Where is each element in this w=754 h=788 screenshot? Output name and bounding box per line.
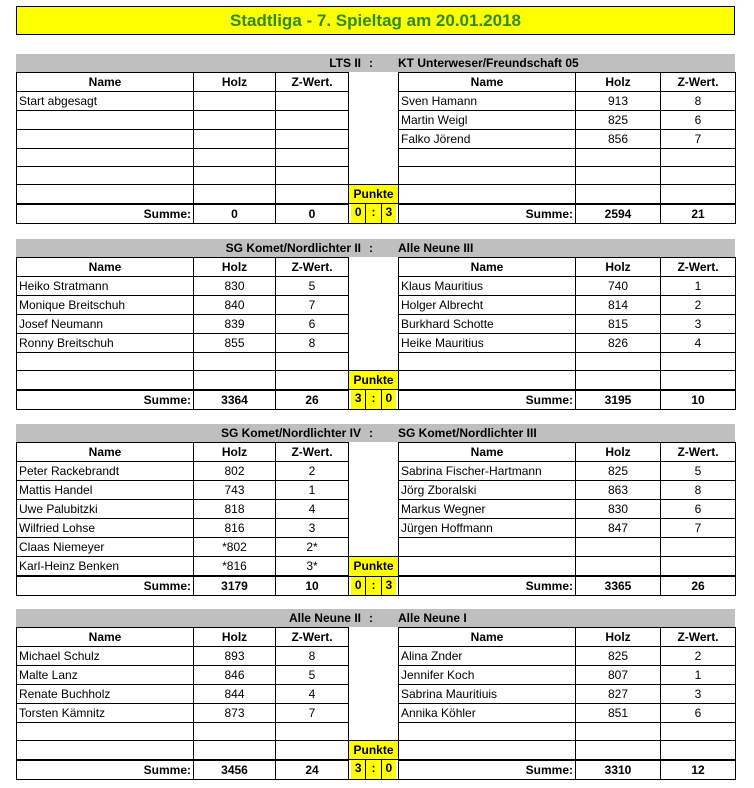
home-team-name: LTS II: [329, 56, 361, 70]
col-header-holz: Holz: [194, 73, 276, 92]
away-player-zwert: [661, 371, 736, 390]
away-player-name: Heike Mauritius: [399, 334, 576, 353]
col-header-zwert: Z-Wert.: [276, 443, 349, 462]
match-block: [16, 239, 735, 410]
middle-spacer: [349, 704, 399, 723]
col-header-holz: Holz: [576, 73, 661, 92]
away-player-name: Falko Jörend: [399, 130, 576, 149]
away-player-holz: 826: [576, 334, 661, 353]
away-sum-zwert: 10: [661, 390, 736, 410]
away-player-name: Sabrina Fischer-Hartmann: [399, 462, 576, 481]
score-away: 0: [385, 391, 393, 405]
away-team-name: KT Unterweser/Freundschaft 05: [398, 56, 579, 70]
table-row: [17, 130, 736, 149]
home-player-zwert: [276, 723, 349, 741]
away-sum-zwert: 12: [661, 760, 736, 780]
col-header-zwert: Z-Wert.: [661, 73, 736, 92]
away-sum-zwert: 21: [661, 204, 736, 224]
home-player-zwert: 4: [276, 685, 349, 704]
middle-spacer: [349, 353, 399, 371]
col-header-name: Name: [17, 628, 194, 647]
home-player-holz: [194, 353, 276, 371]
away-player-holz: 830: [576, 500, 661, 519]
col-header-name: Name: [17, 73, 194, 92]
home-player-name: [17, 167, 194, 185]
table-row: [17, 296, 736, 315]
away-player-name: Jörg Zboralski: [399, 481, 576, 500]
home-player-name: Monique Breitschuh: [17, 296, 194, 315]
punkte-label: Punkte: [349, 185, 399, 204]
table-header-row: [17, 628, 736, 647]
away-player-name: [399, 741, 576, 760]
home-sum-label: Summe:: [17, 760, 194, 780]
away-player-zwert: 1: [661, 666, 736, 685]
away-player-zwert: [661, 149, 736, 167]
home-player-zwert: 5: [276, 277, 349, 296]
home-player-holz: [194, 111, 276, 130]
score-home: 3: [351, 760, 366, 779]
results-table: [16, 72, 736, 224]
home-player-holz: [194, 185, 276, 204]
away-player-zwert: [661, 353, 736, 371]
away-player-name: [399, 723, 576, 741]
home-player-name: [17, 741, 194, 760]
away-player-zwert: [661, 167, 736, 185]
score-away: 3: [385, 205, 393, 219]
away-player-zwert: 3: [661, 685, 736, 704]
col-header-name: Name: [399, 628, 576, 647]
col-header-name: Name: [399, 73, 576, 92]
home-player-name: Heiko Stratmann: [17, 277, 194, 296]
match-score: [349, 204, 399, 224]
home-sum-zwert: 10: [276, 576, 349, 596]
away-player-zwert: 7: [661, 130, 736, 149]
table-row: [17, 111, 736, 130]
table-row: [17, 685, 736, 704]
score-separator: :: [366, 577, 381, 596]
table-row: [17, 167, 736, 185]
away-player-zwert: 2: [661, 647, 736, 666]
away-player-name: Holger Albrecht: [399, 296, 576, 315]
away-player-holz: [576, 185, 661, 204]
home-sum-label: Summe:: [17, 390, 194, 410]
home-player-name: Wilfried Lohse: [17, 519, 194, 538]
home-player-zwert: [276, 353, 349, 371]
home-sum-holz: 0: [194, 204, 276, 224]
home-player-zwert: [276, 130, 349, 149]
middle-spacer: [349, 519, 399, 538]
summary-row: [17, 576, 736, 596]
home-sum-zwert: 0: [276, 204, 349, 224]
col-header-zwert: Z-Wert.: [276, 73, 349, 92]
col-header-holz: Holz: [576, 628, 661, 647]
home-player-holz: [194, 371, 276, 390]
table-row: [17, 704, 736, 723]
away-sum-label: Summe:: [399, 204, 576, 224]
home-player-zwert: 6: [276, 315, 349, 334]
col-header-holz: Holz: [194, 443, 276, 462]
away-sum-label: Summe:: [399, 760, 576, 780]
results-table: [16, 442, 736, 596]
home-player-holz: 802: [194, 462, 276, 481]
home-player-name: [17, 149, 194, 167]
home-player-name: Michael Schulz: [17, 647, 194, 666]
middle-spacer: [349, 666, 399, 685]
away-player-name: Jürgen Hoffmann: [399, 519, 576, 538]
away-player-holz: 825: [576, 462, 661, 481]
away-team-name: Alle Neune III: [398, 241, 474, 255]
col-header-name: Name: [399, 443, 576, 462]
col-header-holz: Holz: [194, 258, 276, 277]
middle-spacer: [349, 111, 399, 130]
home-player-zwert: 7: [276, 704, 349, 723]
home-player-zwert: [276, 92, 349, 111]
home-player-holz: 816: [194, 519, 276, 538]
table-row: [17, 500, 736, 519]
away-player-name: Alina Znder: [399, 647, 576, 666]
away-player-holz: 807: [576, 666, 661, 685]
away-player-holz: [576, 149, 661, 167]
table-row: [17, 538, 736, 557]
home-player-holz: 743: [194, 481, 276, 500]
away-player-name: [399, 538, 576, 557]
match-block: [16, 54, 735, 224]
middle-spacer: [349, 500, 399, 519]
away-player-holz: [576, 557, 661, 577]
away-player-zwert: [661, 557, 736, 577]
score-home: 3: [351, 390, 366, 409]
middle-spacer: [349, 647, 399, 666]
table-row: [17, 723, 736, 741]
away-player-zwert: [661, 741, 736, 760]
score-separator: :: [366, 760, 381, 779]
home-player-holz: 840: [194, 296, 276, 315]
table-row: [17, 371, 736, 390]
middle-spacer: [349, 149, 399, 167]
middle-spacer: [349, 628, 399, 647]
home-player-name: Malte Lanz: [17, 666, 194, 685]
away-player-holz: [576, 353, 661, 371]
summary-row: [17, 204, 736, 224]
away-player-name: Sven Hamann: [399, 92, 576, 111]
home-player-zwert: 2: [276, 462, 349, 481]
home-player-zwert: [276, 149, 349, 167]
away-sum-label: Summe:: [399, 390, 576, 410]
home-player-holz: [194, 723, 276, 741]
table-header-row: [17, 443, 736, 462]
table-row: [17, 647, 736, 666]
home-player-holz: 855: [194, 334, 276, 353]
col-header-name: Name: [17, 443, 194, 462]
table-row: [17, 92, 736, 111]
away-player-name: Sabrina Mauritiuis: [399, 685, 576, 704]
middle-spacer: [349, 258, 399, 277]
away-player-zwert: 3: [661, 315, 736, 334]
page-title: Stadtliga - 7. Spieltag am 20.01.2018: [16, 6, 735, 35]
middle-spacer: [349, 538, 399, 557]
away-player-holz: 863: [576, 481, 661, 500]
away-player-holz: 827: [576, 685, 661, 704]
away-team-name: SG Komet/Nordlichter III: [398, 426, 537, 440]
middle-spacer: [349, 462, 399, 481]
away-player-name: Martin Weigl: [399, 111, 576, 130]
table-row: [17, 353, 736, 371]
away-player-holz: [576, 167, 661, 185]
away-player-zwert: 1: [661, 277, 736, 296]
home-sum-label: Summe:: [17, 204, 194, 224]
home-player-zwert: 1: [276, 481, 349, 500]
away-player-name: Burkhard Schotte: [399, 315, 576, 334]
away-player-zwert: 5: [661, 462, 736, 481]
away-player-holz: [576, 741, 661, 760]
away-player-zwert: 8: [661, 481, 736, 500]
home-player-name: Start abgesagt: [17, 92, 194, 111]
middle-spacer: [349, 723, 399, 741]
away-sum-holz: 3365: [576, 576, 661, 596]
away-player-holz: 913: [576, 92, 661, 111]
table-row: [17, 557, 736, 577]
away-player-name: [399, 371, 576, 390]
middle-spacer: [349, 167, 399, 185]
score-separator: :: [366, 390, 381, 409]
home-player-holz: [194, 92, 276, 111]
home-player-holz: *816: [194, 557, 276, 577]
home-player-name: [17, 371, 194, 390]
home-player-zwert: 3*: [276, 557, 349, 577]
summary-row: [17, 760, 736, 780]
away-player-name: [399, 557, 576, 577]
home-player-zwert: 2*: [276, 538, 349, 557]
away-player-zwert: 6: [661, 500, 736, 519]
col-header-name: Name: [17, 258, 194, 277]
middle-spacer: [349, 685, 399, 704]
middle-spacer: [349, 277, 399, 296]
home-player-zwert: [276, 741, 349, 760]
col-header-holz: Holz: [194, 628, 276, 647]
home-player-name: Karl-Heinz Benken: [17, 557, 194, 577]
table-row: [17, 519, 736, 538]
home-player-name: [17, 723, 194, 741]
col-header-zwert: Z-Wert.: [276, 628, 349, 647]
middle-spacer: [349, 73, 399, 92]
home-player-name: Mattis Handel: [17, 481, 194, 500]
table-row: [17, 185, 736, 204]
score-home: 0: [351, 204, 366, 223]
table-header-row: [17, 73, 736, 92]
away-player-zwert: [661, 185, 736, 204]
home-player-name: Torsten Kämnitz: [17, 704, 194, 723]
home-player-name: [17, 185, 194, 204]
col-header-zwert: Z-Wert.: [661, 258, 736, 277]
away-player-holz: 847: [576, 519, 661, 538]
score-separator: :: [366, 204, 381, 223]
home-player-zwert: 8: [276, 647, 349, 666]
middle-spacer: [349, 315, 399, 334]
home-player-zwert: [276, 185, 349, 204]
away-player-name: Klaus Mauritius: [399, 277, 576, 296]
home-team-name: SG Komet/Nordlichter IV: [220, 426, 361, 440]
away-player-name: [399, 185, 576, 204]
home-team-name: SG Komet/Nordlichter II: [225, 241, 361, 255]
results-table: [16, 627, 736, 780]
table-row: [17, 334, 736, 353]
match-header: [16, 54, 735, 72]
middle-spacer: [349, 130, 399, 149]
away-player-zwert: 6: [661, 111, 736, 130]
away-player-name: [399, 149, 576, 167]
home-player-holz: 830: [194, 277, 276, 296]
home-player-name: Claas Niemeyer: [17, 538, 194, 557]
table-header-row: [17, 258, 736, 277]
match-score: [349, 390, 399, 410]
score-home: 0: [351, 577, 366, 596]
team-separator: :: [369, 611, 373, 625]
away-player-name: Jennifer Koch: [399, 666, 576, 685]
home-player-name: [17, 353, 194, 371]
middle-spacer: [349, 92, 399, 111]
home-sum-zwert: 24: [276, 760, 349, 780]
away-player-name: [399, 167, 576, 185]
home-player-holz: 818: [194, 500, 276, 519]
away-player-holz: [576, 723, 661, 741]
away-player-holz: 851: [576, 704, 661, 723]
home-player-holz: 844: [194, 685, 276, 704]
match-block: [16, 424, 735, 596]
away-player-zwert: 4: [661, 334, 736, 353]
team-separator: :: [369, 426, 373, 440]
home-player-name: [17, 111, 194, 130]
away-team-name: Alle Neune I: [398, 611, 467, 625]
match-block: [16, 609, 735, 780]
home-player-zwert: [276, 111, 349, 130]
home-player-holz: [194, 167, 276, 185]
table-row: [17, 741, 736, 760]
away-player-zwert: [661, 723, 736, 741]
away-player-holz: [576, 538, 661, 557]
home-player-holz: *802: [194, 538, 276, 557]
home-player-name: Peter Rackebrandt: [17, 462, 194, 481]
home-player-holz: 846: [194, 666, 276, 685]
away-player-name: Annika Köhler: [399, 704, 576, 723]
home-sum-holz: 3456: [194, 760, 276, 780]
col-header-name: Name: [399, 258, 576, 277]
home-player-zwert: 7: [276, 296, 349, 315]
score-away: 3: [385, 577, 393, 592]
middle-spacer: [349, 481, 399, 500]
away-sum-holz: 3195: [576, 390, 661, 410]
results-table: [16, 257, 736, 410]
away-player-zwert: 6: [661, 704, 736, 723]
table-row: [17, 666, 736, 685]
table-row: [17, 149, 736, 167]
away-player-name: [399, 353, 576, 371]
table-row: [17, 315, 736, 334]
home-player-holz: 839: [194, 315, 276, 334]
col-header-holz: Holz: [576, 443, 661, 462]
away-player-name: Markus Wegner: [399, 500, 576, 519]
middle-spacer: [349, 443, 399, 462]
home-player-name: Ronny Breitschuh: [17, 334, 194, 353]
match-header: [16, 609, 735, 627]
home-player-zwert: [276, 371, 349, 390]
home-player-name: [17, 130, 194, 149]
table-row: [17, 462, 736, 481]
home-sum-holz: 3179: [194, 576, 276, 596]
away-player-holz: 825: [576, 111, 661, 130]
away-player-zwert: 7: [661, 519, 736, 538]
away-player-holz: 740: [576, 277, 661, 296]
home-player-holz: 893: [194, 647, 276, 666]
match-header: [16, 239, 735, 257]
home-player-zwert: 5: [276, 666, 349, 685]
home-sum-label: Summe:: [17, 576, 194, 596]
team-separator: :: [369, 241, 373, 255]
col-header-holz: Holz: [576, 258, 661, 277]
table-row: [17, 277, 736, 296]
home-player-name: Renate Buchholz: [17, 685, 194, 704]
match-header: [16, 424, 735, 442]
home-player-name: Josef Neumann: [17, 315, 194, 334]
away-player-holz: 825: [576, 647, 661, 666]
away-player-zwert: [661, 538, 736, 557]
col-header-zwert: Z-Wert.: [276, 258, 349, 277]
home-team-name: Alle Neune II: [288, 611, 361, 625]
score-away: 0: [385, 761, 393, 775]
home-sum-zwert: 26: [276, 390, 349, 410]
punkte-label: Punkte: [349, 557, 399, 577]
away-sum-holz: 2594: [576, 204, 661, 224]
away-player-holz: 815: [576, 315, 661, 334]
away-player-holz: [576, 371, 661, 390]
home-player-holz: [194, 130, 276, 149]
match-score: [349, 760, 399, 780]
home-player-zwert: 3: [276, 519, 349, 538]
col-header-zwert: Z-Wert.: [661, 443, 736, 462]
away-player-zwert: 2: [661, 296, 736, 315]
away-player-holz: 856: [576, 130, 661, 149]
punkte-label: Punkte: [349, 741, 399, 760]
away-player-zwert: 8: [661, 92, 736, 111]
match-score: [349, 576, 399, 596]
middle-spacer: [349, 296, 399, 315]
table-row: [17, 481, 736, 500]
home-player-zwert: [276, 167, 349, 185]
away-sum-holz: 3310: [576, 760, 661, 780]
col-header-zwert: Z-Wert.: [661, 628, 736, 647]
away-sum-zwert: 26: [661, 576, 736, 596]
home-player-holz: [194, 149, 276, 167]
home-player-holz: 873: [194, 704, 276, 723]
away-player-holz: 814: [576, 296, 661, 315]
away-sum-label: Summe:: [399, 576, 576, 596]
team-separator: :: [369, 56, 373, 70]
home-player-holz: [194, 741, 276, 760]
middle-spacer: [349, 334, 399, 353]
home-player-zwert: 8: [276, 334, 349, 353]
summary-row: [17, 390, 736, 410]
home-sum-holz: 3364: [194, 390, 276, 410]
home-player-zwert: 4: [276, 500, 349, 519]
home-player-name: Uwe Palubitzki: [17, 500, 194, 519]
punkte-label: Punkte: [349, 371, 399, 390]
